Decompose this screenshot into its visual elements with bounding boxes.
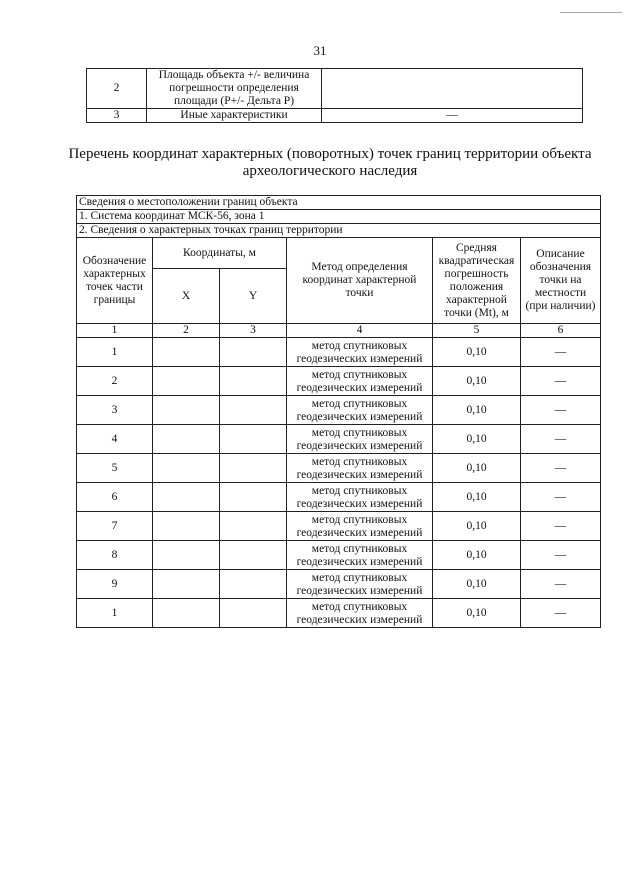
measurement-method: метод спутниковых геодезических измерений xyxy=(287,425,433,454)
point-designation: 9 xyxy=(77,570,153,599)
mean-square-error: 0,10 xyxy=(433,541,521,570)
coordinate-y xyxy=(220,454,287,483)
coordinate-x xyxy=(153,396,220,425)
point-designation: 8 xyxy=(77,541,153,570)
coordinate-x xyxy=(153,541,220,570)
point-designation: 6 xyxy=(77,483,153,512)
characteristic-value xyxy=(322,69,583,109)
point-designation: 5 xyxy=(77,454,153,483)
coordinate-y xyxy=(220,541,287,570)
point-description: — xyxy=(521,512,601,541)
point-description: — xyxy=(521,483,601,512)
header-x: X xyxy=(153,269,220,324)
column-number: 5 xyxy=(433,324,521,338)
measurement-method: метод спутниковых геодезических измерений xyxy=(287,599,433,628)
column-number: 1 xyxy=(77,324,153,338)
column-number: 4 xyxy=(287,324,433,338)
row-number: 2 xyxy=(87,69,147,109)
measurement-method: метод спутниковых геодезических измерений xyxy=(287,338,433,367)
point-description: — xyxy=(521,396,601,425)
mean-square-error: 0,10 xyxy=(433,512,521,541)
coordinate-y xyxy=(220,512,287,541)
measurement-method: метод спутниковых геодезических измерений xyxy=(287,541,433,570)
characteristic-value: — xyxy=(322,109,583,123)
table-row xyxy=(77,541,601,570)
table-row xyxy=(77,425,601,454)
coordinate-y xyxy=(220,599,287,628)
table-row xyxy=(77,512,601,541)
point-designation: 7 xyxy=(77,512,153,541)
measurement-method: метод спутниковых геодезических измерений xyxy=(287,396,433,425)
mean-square-error: 0,10 xyxy=(433,396,521,425)
coordinate-x xyxy=(153,512,220,541)
row-number: 3 xyxy=(87,109,147,123)
point-description: — xyxy=(521,338,601,367)
coordinate-y xyxy=(220,338,287,367)
object-characteristics-table xyxy=(86,68,583,123)
characteristic-label: Иные характеристики xyxy=(147,109,322,123)
mean-square-error: 0,10 xyxy=(433,570,521,599)
point-description: — xyxy=(521,599,601,628)
measurement-method: метод спутниковых геодезических измерений xyxy=(287,367,433,396)
page-number: 31 xyxy=(313,43,327,58)
point-description: — xyxy=(521,454,601,483)
table-row xyxy=(87,69,583,109)
coordinate-y xyxy=(220,570,287,599)
table-row xyxy=(77,338,601,367)
column-number: 2 xyxy=(153,324,220,338)
table-row xyxy=(77,599,601,628)
table-row xyxy=(77,483,601,512)
point-description: — xyxy=(521,425,601,454)
point-designation: 2 xyxy=(77,367,153,396)
coordinate-x xyxy=(153,425,220,454)
coordinate-y xyxy=(220,425,287,454)
top-rule xyxy=(560,12,622,13)
header-method: Метод определения координат характерной точки xyxy=(287,238,433,324)
measurement-method: метод спутниковых геодезических измерений xyxy=(287,570,433,599)
coordinate-y xyxy=(220,396,287,425)
table-row xyxy=(77,570,601,599)
info-row: Сведения о местоположении границ объекта xyxy=(77,196,601,210)
header-y: Y xyxy=(220,269,287,324)
header-error: Средняя квадратическая погрешность положения характерной точки (Mt), м xyxy=(433,238,521,324)
point-description: — xyxy=(521,367,601,396)
info-row: 2. Сведения о характерных точках границ территории xyxy=(77,224,601,238)
column-number: 3 xyxy=(220,324,287,338)
mean-square-error: 0,10 xyxy=(433,599,521,628)
coordinate-x xyxy=(153,570,220,599)
mean-square-error: 0,10 xyxy=(433,425,521,454)
point-description: — xyxy=(521,570,601,599)
column-number: 6 xyxy=(521,324,601,338)
point-designation: 4 xyxy=(77,425,153,454)
coordinate-y xyxy=(220,483,287,512)
coordinate-x xyxy=(153,599,220,628)
coordinate-x xyxy=(153,367,220,396)
mean-square-error: 0,10 xyxy=(433,338,521,367)
column-numbers-row xyxy=(77,324,601,338)
coordinate-x xyxy=(153,454,220,483)
measurement-method: метод спутниковых геодезических измерений xyxy=(287,512,433,541)
coordinate-y xyxy=(220,367,287,396)
point-designation: 1 xyxy=(77,338,153,367)
mean-square-error: 0,10 xyxy=(433,454,521,483)
coordinate-x xyxy=(153,338,220,367)
header-description: Описание обозначения точки на местности (при наличии) xyxy=(521,238,601,324)
coordinate-x xyxy=(153,483,220,512)
point-designation: 1 xyxy=(77,599,153,628)
header-row xyxy=(77,238,601,269)
characteristic-label: Площадь объекта +/- величина погрешности определения площади (P+/- Дельта P) xyxy=(147,69,322,109)
mean-square-error: 0,10 xyxy=(433,483,521,512)
point-description: — xyxy=(521,541,601,570)
table-row xyxy=(87,109,583,123)
info-row: 1. Система координат МСК-56, зона 1 xyxy=(77,210,601,224)
coordinates-table xyxy=(76,195,601,628)
header-designation: Обозначение характерных точек части границы xyxy=(77,238,153,324)
measurement-method: метод спутниковых геодезических измерений xyxy=(287,483,433,512)
table-row xyxy=(77,396,601,425)
point-designation: 3 xyxy=(77,396,153,425)
measurement-method: метод спутниковых геодезических измерений xyxy=(287,454,433,483)
header-coordinates: Координаты, м xyxy=(153,238,287,269)
mean-square-error: 0,10 xyxy=(433,367,521,396)
section-heading: Перечень координат характерных (поворотных) точек границ территории объекта археологического наследия xyxy=(68,146,592,179)
table-row xyxy=(77,454,601,483)
table-row xyxy=(77,367,601,396)
